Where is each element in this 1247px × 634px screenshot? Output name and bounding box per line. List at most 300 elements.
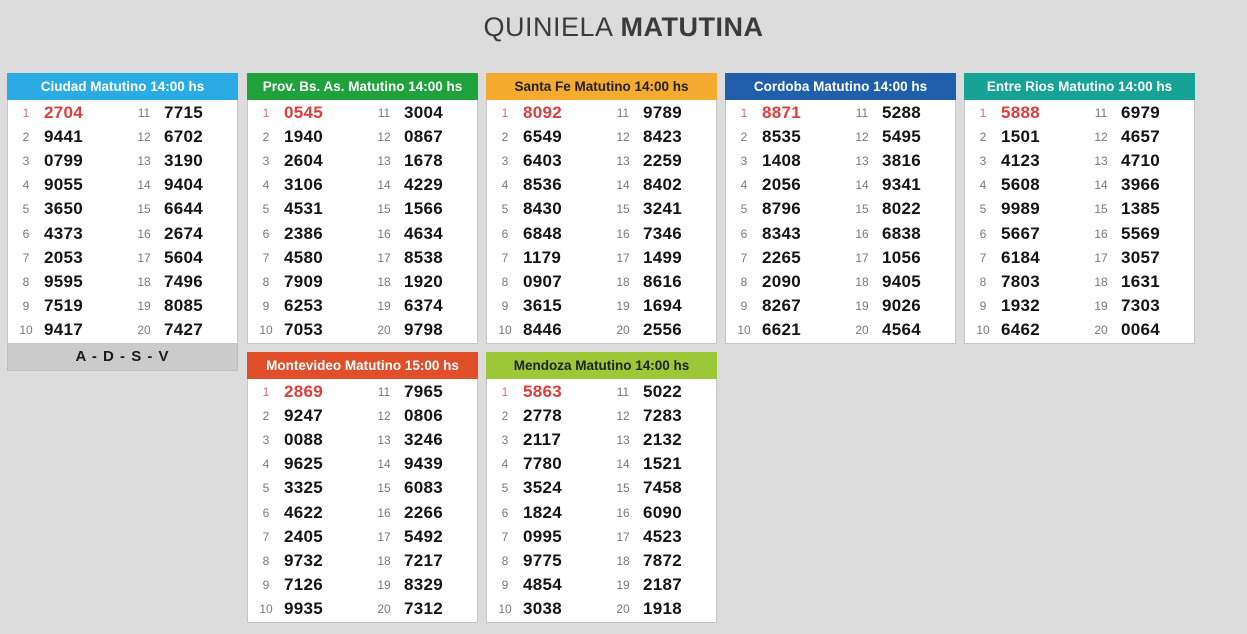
position-number: 12 — [137, 130, 151, 145]
position-number: 14 — [377, 457, 391, 472]
result-number: 3966 — [1121, 175, 1161, 195]
position-number: 16 — [377, 226, 391, 241]
result-number: 7715 — [164, 103, 204, 123]
result-number: 3241 — [643, 199, 683, 219]
position-number: 17 — [137, 250, 151, 265]
result-row — [726, 246, 955, 270]
result-row — [487, 246, 716, 270]
result-number: 6462 — [1001, 319, 1041, 339]
position-number: 17 — [616, 529, 630, 544]
result-row — [8, 125, 237, 149]
result-number: 7519 — [44, 295, 84, 315]
position-number: 18 — [377, 274, 391, 289]
position-number: 11 — [377, 106, 391, 121]
result-row — [487, 197, 716, 221]
position-number: 7 — [501, 529, 509, 544]
result-number: 8423 — [643, 127, 683, 147]
position-number: 13 — [377, 154, 391, 169]
result-row — [965, 197, 1194, 221]
position-number: 6 — [501, 226, 509, 241]
position-number: 11 — [1094, 106, 1108, 121]
position-number: 16 — [855, 226, 869, 241]
position-number: 2 — [22, 130, 30, 145]
result-number: 7427 — [164, 319, 204, 339]
result-row — [248, 380, 477, 404]
result-number: 2053 — [44, 247, 84, 267]
result-number: 8446 — [523, 319, 563, 339]
result-number: 5667 — [1001, 223, 1041, 243]
result-number: 3615 — [523, 295, 563, 315]
result-number: 2056 — [762, 175, 802, 195]
result-number: 9775 — [523, 550, 563, 570]
position-number: 20 — [1094, 322, 1108, 337]
result-row — [726, 149, 955, 173]
result-number: 5022 — [643, 382, 683, 402]
result-row — [726, 318, 955, 342]
result-number: 3057 — [1121, 247, 1161, 267]
result-row — [726, 270, 955, 294]
result-number: 7346 — [643, 223, 683, 243]
position-number: 10 — [976, 322, 990, 337]
position-number: 16 — [616, 226, 630, 241]
result-number: 3190 — [164, 151, 204, 171]
position-number: 13 — [855, 154, 869, 169]
result-number: 9404 — [164, 175, 204, 195]
result-number: 3524 — [523, 478, 563, 498]
result-number: 9055 — [44, 175, 84, 195]
result-number: 8092 — [523, 103, 563, 123]
result-row — [965, 173, 1194, 197]
results-table — [964, 100, 1195, 344]
position-number: 15 — [377, 202, 391, 217]
card-header: Prov. Bs. As. Matutino 14:00 hs — [247, 73, 478, 100]
result-row — [726, 101, 955, 125]
letters-footer: A - D - S - V — [7, 344, 238, 371]
result-number: 8022 — [882, 199, 922, 219]
result-number: 2778 — [523, 406, 563, 426]
result-row — [487, 404, 716, 428]
result-number: 6621 — [762, 319, 802, 339]
results-table — [486, 379, 717, 623]
card-ciudad — [7, 73, 238, 371]
result-row — [965, 149, 1194, 173]
result-number: 8536 — [523, 175, 563, 195]
position-number: 19 — [616, 577, 630, 592]
result-number: 6644 — [164, 199, 204, 219]
position-number: 19 — [1094, 298, 1108, 313]
position-number: 9 — [979, 298, 987, 313]
result-number: 1385 — [1121, 199, 1161, 219]
position-number: 12 — [616, 409, 630, 424]
position-number: 14 — [137, 178, 151, 193]
result-number: 2556 — [643, 319, 683, 339]
result-row — [726, 173, 955, 197]
result-number: 8267 — [762, 295, 802, 315]
result-row — [487, 270, 716, 294]
result-number: 3004 — [404, 103, 444, 123]
card-header: Entre Rios Matutino 14:00 hs — [964, 73, 1195, 100]
result-number: 4123 — [1001, 151, 1041, 171]
result-number: 6979 — [1121, 103, 1161, 123]
result-number: 0907 — [523, 271, 563, 291]
result-row — [248, 500, 477, 524]
result-row — [487, 500, 716, 524]
card-prov-bs-as — [247, 73, 478, 344]
result-number: 1179 — [523, 247, 562, 267]
result-number: 2187 — [643, 574, 683, 594]
result-number: 9935 — [284, 598, 324, 618]
position-number: 1 — [740, 106, 748, 121]
result-number: 8085 — [164, 295, 204, 315]
position-number: 1 — [979, 106, 987, 121]
result-row — [726, 125, 955, 149]
result-number: 7312 — [404, 598, 444, 618]
result-number: 2259 — [643, 151, 683, 171]
card-cordoba — [725, 73, 956, 344]
position-number: 6 — [22, 226, 30, 241]
result-number: 9441 — [44, 127, 84, 147]
page-title-regular: QUINIELA — [483, 12, 614, 42]
result-number: 8343 — [762, 223, 802, 243]
card-header: Mendoza Matutino 14:00 hs — [486, 352, 717, 379]
result-number: 9989 — [1001, 199, 1041, 219]
position-number: 20 — [377, 322, 391, 337]
position-number: 6 — [979, 226, 987, 241]
position-number: 20 — [616, 322, 630, 337]
result-number: 3325 — [284, 478, 324, 498]
result-number: 6403 — [523, 151, 563, 171]
result-row — [248, 221, 477, 245]
result-row — [965, 101, 1194, 125]
position-number: 8 — [740, 274, 748, 289]
result-row — [487, 221, 716, 245]
position-number: 10 — [498, 322, 512, 337]
result-row — [487, 125, 716, 149]
position-number: 4 — [22, 178, 30, 193]
position-number: 14 — [855, 178, 869, 193]
result-row — [726, 294, 955, 318]
result-row — [965, 270, 1194, 294]
card-entre-rios — [964, 73, 1195, 344]
result-row — [965, 294, 1194, 318]
result-number: 1566 — [404, 199, 444, 219]
position-number: 3 — [501, 433, 509, 448]
position-number: 15 — [1094, 202, 1108, 217]
result-number: 2265 — [762, 247, 802, 267]
result-row — [726, 197, 955, 221]
page-title — [0, 12, 1247, 43]
position-number: 13 — [377, 433, 391, 448]
result-number: 3816 — [882, 151, 922, 171]
results-table — [486, 100, 717, 344]
position-number: 19 — [855, 298, 869, 313]
position-number: 4 — [262, 457, 270, 472]
position-number: 11 — [616, 385, 630, 400]
result-number: 2117 — [523, 430, 562, 450]
result-number: 0545 — [284, 103, 324, 123]
position-number: 14 — [377, 178, 391, 193]
result-number: 4523 — [643, 526, 683, 546]
result-number: 9405 — [882, 271, 922, 291]
position-number: 3 — [501, 154, 509, 169]
position-number: 5 — [262, 202, 270, 217]
results-table — [7, 100, 238, 344]
result-number: 9026 — [882, 295, 922, 315]
result-row — [487, 101, 716, 125]
position-number: 8 — [262, 274, 270, 289]
result-number: 8329 — [404, 574, 444, 594]
position-number: 13 — [1094, 154, 1108, 169]
position-number: 1 — [22, 106, 30, 121]
position-number: 13 — [616, 154, 630, 169]
result-row — [248, 318, 477, 342]
result-row — [487, 476, 716, 500]
position-number: 5 — [740, 202, 748, 217]
card-montevideo — [247, 352, 478, 623]
result-row — [248, 428, 477, 452]
result-number: 3650 — [44, 199, 84, 219]
result-number: 8538 — [404, 247, 444, 267]
result-number: 6253 — [284, 295, 324, 315]
position-number: 11 — [137, 106, 151, 121]
position-number: 10 — [498, 601, 512, 616]
result-number: 5888 — [1001, 103, 1041, 123]
position-number: 18 — [137, 274, 151, 289]
page-title-bold: MATUTINA — [620, 12, 764, 42]
card-header: Cordoba Matutino 14:00 hs — [725, 73, 956, 100]
position-number: 20 — [616, 601, 630, 616]
result-number: 7780 — [523, 454, 563, 474]
position-number: 6 — [740, 226, 748, 241]
result-row — [248, 270, 477, 294]
result-number: 2090 — [762, 271, 802, 291]
position-number: 19 — [616, 298, 630, 313]
result-number: 8535 — [762, 127, 802, 147]
result-number: 1694 — [643, 295, 683, 315]
result-number: 5288 — [882, 103, 922, 123]
result-number: 7909 — [284, 271, 324, 291]
result-number: 7803 — [1001, 271, 1041, 291]
result-row — [8, 101, 237, 125]
result-number: 7458 — [643, 478, 683, 498]
position-number: 18 — [377, 553, 391, 568]
result-number: 6848 — [523, 223, 563, 243]
result-row — [8, 197, 237, 221]
result-number: 9439 — [404, 454, 444, 474]
result-number: 1920 — [404, 271, 444, 291]
result-row — [487, 525, 716, 549]
position-number: 3 — [979, 154, 987, 169]
result-row — [487, 149, 716, 173]
result-number: 2674 — [164, 223, 204, 243]
result-number: 0088 — [284, 430, 324, 450]
result-number: 1056 — [882, 247, 922, 267]
result-number: 9341 — [882, 175, 922, 195]
result-number: 2704 — [44, 103, 84, 123]
result-number: 8402 — [643, 175, 683, 195]
position-number: 8 — [501, 274, 509, 289]
card-santa-fe — [486, 73, 717, 344]
result-number: 4622 — [284, 502, 324, 522]
result-row — [248, 573, 477, 597]
result-number: 6083 — [404, 478, 444, 498]
result-number: 9789 — [643, 103, 683, 123]
position-number: 16 — [616, 505, 630, 520]
result-number: 6702 — [164, 127, 204, 147]
position-number: 13 — [616, 433, 630, 448]
position-number: 15 — [616, 481, 630, 496]
position-number: 2 — [979, 130, 987, 145]
result-number: 1824 — [523, 502, 563, 522]
position-number: 2 — [262, 409, 270, 424]
result-row — [248, 246, 477, 270]
result-row — [248, 549, 477, 573]
position-number: 15 — [616, 202, 630, 217]
result-row — [487, 294, 716, 318]
result-row — [965, 246, 1194, 270]
position-number: 20 — [377, 601, 391, 616]
result-number: 4657 — [1121, 127, 1161, 147]
position-number: 15 — [377, 481, 391, 496]
position-number: 2 — [740, 130, 748, 145]
result-number: 9247 — [284, 406, 324, 426]
position-number: 3 — [262, 433, 270, 448]
result-row — [487, 597, 716, 621]
result-row — [726, 221, 955, 245]
position-number: 15 — [855, 202, 869, 217]
result-number: 2604 — [284, 151, 324, 171]
position-number: 14 — [616, 457, 630, 472]
result-number: 9798 — [404, 319, 444, 339]
card-header: Montevideo Matutino 15:00 hs — [247, 352, 478, 379]
result-number: 5608 — [1001, 175, 1041, 195]
result-number: 7283 — [643, 406, 683, 426]
position-number: 7 — [262, 529, 270, 544]
position-number: 4 — [740, 178, 748, 193]
result-number: 7126 — [284, 574, 324, 594]
position-number: 13 — [137, 154, 151, 169]
position-number: 12 — [616, 130, 630, 145]
result-number: 1631 — [1121, 271, 1161, 291]
result-row — [248, 597, 477, 621]
result-row — [8, 173, 237, 197]
position-number: 1 — [262, 385, 270, 400]
position-number: 1 — [262, 106, 270, 121]
position-number: 10 — [259, 322, 273, 337]
position-number: 12 — [855, 130, 869, 145]
result-number: 3106 — [284, 175, 324, 195]
position-number: 7 — [740, 250, 748, 265]
result-row — [487, 318, 716, 342]
position-number: 1 — [501, 106, 509, 121]
position-number: 19 — [377, 298, 391, 313]
result-number: 4531 — [284, 199, 324, 219]
position-number: 18 — [616, 274, 630, 289]
result-row — [248, 404, 477, 428]
result-number: 7217 — [404, 550, 444, 570]
result-number: 5492 — [404, 526, 444, 546]
position-number: 9 — [740, 298, 748, 313]
position-number: 14 — [616, 178, 630, 193]
position-number: 17 — [377, 529, 391, 544]
result-number: 7053 — [284, 319, 324, 339]
position-number: 17 — [377, 250, 391, 265]
result-row — [965, 318, 1194, 342]
position-number: 2 — [501, 409, 509, 424]
result-row — [487, 380, 716, 404]
result-number: 0995 — [523, 526, 563, 546]
position-number: 17 — [855, 250, 869, 265]
position-number: 15 — [137, 202, 151, 217]
position-number: 12 — [377, 130, 391, 145]
position-number: 8 — [262, 553, 270, 568]
result-number: 4710 — [1121, 151, 1161, 171]
position-number: 11 — [855, 106, 869, 121]
position-number: 9 — [501, 577, 509, 592]
result-row — [248, 125, 477, 149]
position-number: 16 — [137, 226, 151, 241]
position-number: 11 — [616, 106, 630, 121]
position-number: 20 — [855, 322, 869, 337]
result-row — [487, 173, 716, 197]
result-number: 9625 — [284, 454, 324, 474]
position-number: 5 — [262, 481, 270, 496]
result-number: 5495 — [882, 127, 922, 147]
position-number: 9 — [22, 298, 30, 313]
result-row — [487, 549, 716, 573]
result-row — [965, 221, 1194, 245]
position-number: 2 — [262, 130, 270, 145]
result-number: 5569 — [1121, 223, 1161, 243]
result-row — [487, 428, 716, 452]
result-row — [248, 173, 477, 197]
card-header: Ciudad Matutino 14:00 hs — [7, 73, 238, 100]
result-row — [8, 270, 237, 294]
result-row — [248, 197, 477, 221]
position-number: 14 — [1094, 178, 1108, 193]
position-number: 16 — [1094, 226, 1108, 241]
result-row — [965, 125, 1194, 149]
result-number: 4634 — [404, 223, 444, 243]
result-number: 0799 — [44, 151, 84, 171]
results-table — [725, 100, 956, 344]
position-number: 16 — [377, 505, 391, 520]
results-table — [247, 100, 478, 344]
position-number: 4 — [501, 457, 509, 472]
position-number: 5 — [501, 202, 509, 217]
position-number: 3 — [22, 154, 30, 169]
position-number: 6 — [262, 505, 270, 520]
result-row — [487, 452, 716, 476]
result-number: 8796 — [762, 199, 802, 219]
card-header: Santa Fe Matutino 14:00 hs — [486, 73, 717, 100]
result-number: 8430 — [523, 199, 563, 219]
result-number: 5604 — [164, 247, 204, 267]
position-number: 8 — [501, 553, 509, 568]
position-number: 5 — [501, 481, 509, 496]
result-number: 4854 — [523, 574, 563, 594]
result-number: 2869 — [284, 382, 324, 402]
position-number: 19 — [377, 577, 391, 592]
position-number: 8 — [979, 274, 987, 289]
result-number: 9595 — [44, 271, 84, 291]
result-row — [8, 246, 237, 270]
position-number: 18 — [1094, 274, 1108, 289]
position-number: 18 — [855, 274, 869, 289]
position-number: 7 — [501, 250, 509, 265]
result-number: 7496 — [164, 271, 204, 291]
result-number: 0064 — [1121, 319, 1161, 339]
